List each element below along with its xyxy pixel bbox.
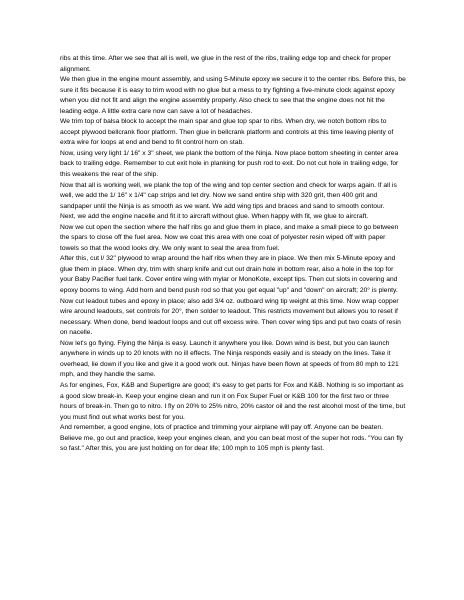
paragraph-4: Now, using very light 1/ 16" x 3" sheet, we plank the bottom of the Ninja. Now place bottom sheeting in center area back to trailing edge. Remember to cut exit hole in planking for push rod to exit. Do not cut hole in trailing edge, for this weakens the rear of the ship. [60, 149, 399, 179]
paragraph-8: After this, cut l/ 32" plywood to wrap around the half ribs when they are in place. We then mix 5-Minute epoxy and glue them in place. When dry, trim with sharp knife and cut out drain hole in bottom rear, also a hole in the top for your Baby Pacifier fuel tank. Cover entire wing with mylar or MonoKote, except tips. Then cut slots in covering and epoxy booms to wing. Add horn and bend push rod so that you get equal "up" and "down" on aircraft; 20° is plenty. [60, 255, 398, 295]
paragraph-6: Next, we add the engine nacelle and fit it to aircraft without glue. When happy with fit, we glue to aircraft. [60, 213, 369, 221]
paragraph-10: Now let's go flying. Flying the Ninja is easy. Launch it anywhere you like. Down wind is best, but you can launch anywhere in winds up to 20 knots with no ill effects. The Ninja responds easily and is steady on the lines. Take it overhead, lie down if you like and give it a good work out. Ninjas have been flown at speeds of from 80 mph to 121 mph, and they handle the same. [60, 339, 399, 379]
paragraph-11: As for engines, Fox, K&B and Supertigre are good; it's easy to get parts for Fox and K&B. Nothing is so important as a good slow break-in. Keep your engine clean and run it on Fox Super Fuel or K&B 100 for the first two or three hours of break-in. Then go to nitro. I fly on 20% to 25% nitro, 20% castor oil and the rest alcohol most of the time, but you must find out what works best for you. [60, 381, 406, 421]
paragraph-5: Now that all is working well, we plank the top of the wing and top center section and check for warps again. If all is well, we add the 1/ 16" x 1/4" cap strips and let dry. Now we sand entire ship with 320 grit, then 400 grit and sandpaper until the Ninja is as smooth as we want. We add wing tips and braces and sand to smooth contour. [60, 181, 397, 210]
paragraph-3: We trim top of balsa block to accept the main spar and glue top spar to ribs. When dry, we notch bottom ribs to accept plywood bellcrank floor platform. Then glue in bellcrank platform and controls at this time leaving plenty of extra wire for loops at end and bend to fit control horn on stab. [60, 118, 394, 147]
paragraph-9: Now cut leadout tubes and epoxy in place; also add 3/4 oz. outboard wing tip weight at this time. Now wrap copper wire around leadouts, set controls for 20°, then solder to leadout. This restricts movement but allows you to reset if necessary. When done, bend leadout loops and cut off excess wire. Then cover wing tips and put two coats of resin on nacelle. [60, 297, 401, 337]
document-page [60, 54, 406, 455]
paragraph-2: We then glue in the engine mount assembly, and using 5-Minute epoxy we secure it to the center ribs. Before this, be sure it fits because it is easy to trim wood with no glue but a mess to try fighting a five-minute clock against epoxy when you did not fit and align the engine assembly properly. Also check to see that the engine does not hit the leading edge. A little extra care now can save a lot of headaches. [60, 76, 406, 115]
paragraph-7: Now we cut open the section where the half ribs go and glue them in place, and make a small piece to go between the spars to close off the fuel area. Now we coat this area with one coat of polyester resin wiped off with paper towels so that the wood looks dry. We only want to seal the area from fuel. [60, 223, 399, 252]
paragraph-12: And remember, a good engine, lots of practice and trimming your airplane will pay off. Anyone can be beaten. Believe me, go out and practice, keep your engines clean, and you can beat most of the super hot rods. "You can fly so fast." After this, you are just holding on for dear life; 100 mph to 105 mph is plenty fast. [60, 424, 404, 453]
paragraph-1: ribs at this time. After we see that all is well, we glue in the rest of the ribs, trailing edge top and check for proper alignment. [60, 55, 391, 73]
